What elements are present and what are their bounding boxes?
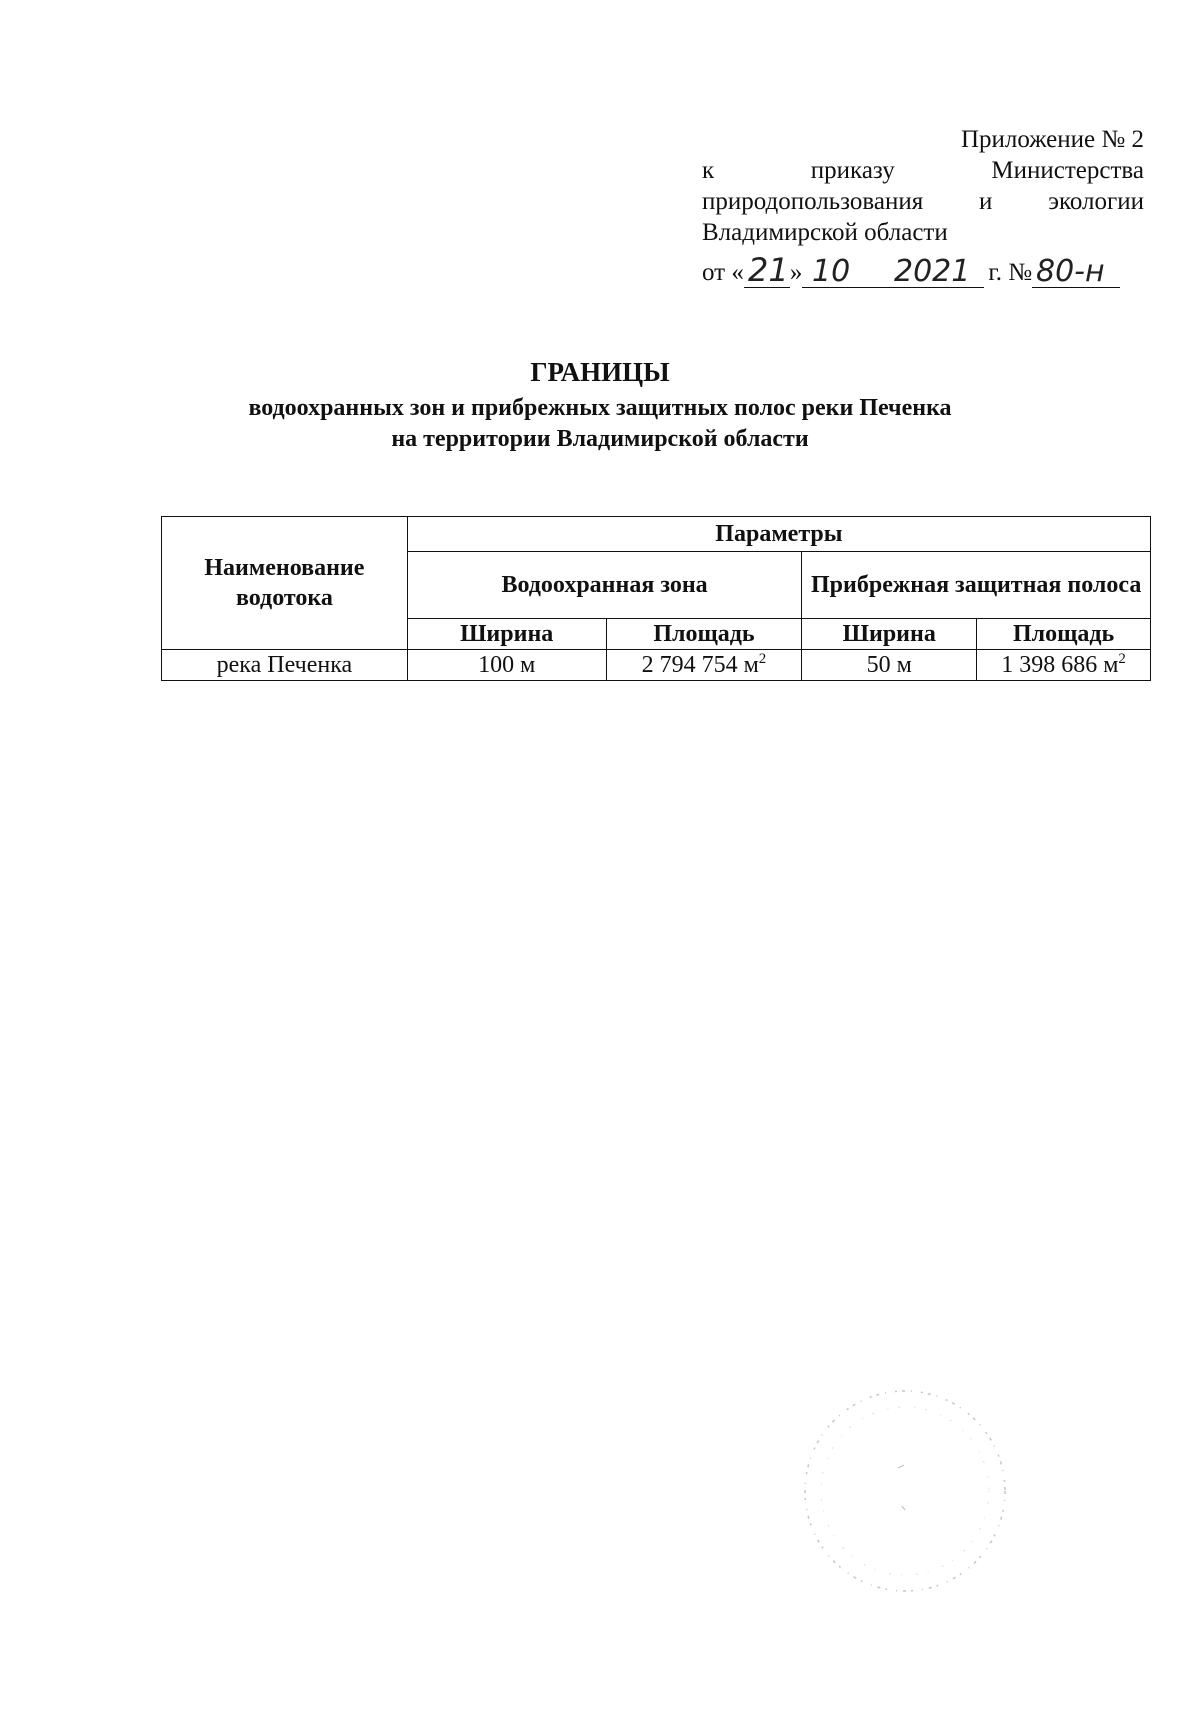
column-header-parameters: Параметры xyxy=(407,517,1150,552)
column-header-zone-width: Ширина xyxy=(407,619,606,650)
appendix-word: природопользования xyxy=(702,188,924,215)
appendix-word: и xyxy=(979,188,993,215)
cell-zone-width: 100 м xyxy=(407,650,606,681)
appendix-word: к xyxy=(702,157,715,184)
table-header-row xyxy=(162,517,1151,552)
column-header-zone-area: Площадь xyxy=(606,619,802,650)
handwritten-day xyxy=(744,249,790,289)
svg-text:10: 10 xyxy=(812,254,851,289)
appendix-order-line xyxy=(702,155,1144,186)
table-row xyxy=(162,650,1151,681)
quote-close: » xyxy=(789,259,803,286)
year-suffix: г. № xyxy=(988,259,1033,286)
order-number-field xyxy=(1032,254,1120,289)
month-year-field xyxy=(802,254,984,289)
handwritten-month-year xyxy=(802,249,984,289)
appendix-block xyxy=(702,124,1144,288)
appendix-word: Министерства xyxy=(991,157,1144,184)
cell-watercourse-name: река Печенка xyxy=(162,650,408,681)
appendix-word: приказу xyxy=(810,157,895,184)
column-header-strip-area: Площадь xyxy=(977,619,1151,650)
appendix-word: экологии xyxy=(1048,188,1144,215)
svg-text:2021: 2021 xyxy=(894,254,971,289)
area-unit-power: 2 xyxy=(758,651,767,667)
appendix-region-line: Владимирской области xyxy=(702,219,948,246)
area-unit-power: 2 xyxy=(1118,651,1126,667)
document-subtitle-region: на территории Владимирской области xyxy=(391,426,809,452)
day-field xyxy=(744,251,790,289)
svg-text:21: 21 xyxy=(747,251,789,289)
document-title: ГРАНИЦЫ xyxy=(530,357,670,387)
order-date-line xyxy=(702,248,1144,288)
date-prefix: от « xyxy=(702,259,744,286)
column-header-strip-width: Ширина xyxy=(802,619,977,650)
column-header-watercourse: Наименование водотока xyxy=(162,517,408,650)
appendix-ministry-line xyxy=(702,186,1144,217)
appendix-number: Приложение № 2 xyxy=(960,126,1144,153)
seal-stamp-icon xyxy=(790,1376,1020,1606)
cell-zone-area xyxy=(606,650,802,681)
boundaries-table xyxy=(161,516,1151,681)
svg-text:80-н: 80-н xyxy=(1036,254,1105,289)
document-subtitle: водоохранных зон и прибрежных защитных полос реки Печенка xyxy=(248,395,952,421)
column-header-water-protection-zone: Водоохранная зона xyxy=(407,552,802,619)
cell-strip-width: 50 м xyxy=(802,650,977,681)
handwritten-number xyxy=(1032,249,1120,289)
cell-strip-area xyxy=(977,650,1151,681)
zone-area-value: 2 794 754 м xyxy=(641,652,759,678)
strip-area-value: 1 398 686 м xyxy=(1001,652,1119,678)
column-header-coastal-strip: Прибрежная защитная полоса xyxy=(802,552,1151,619)
